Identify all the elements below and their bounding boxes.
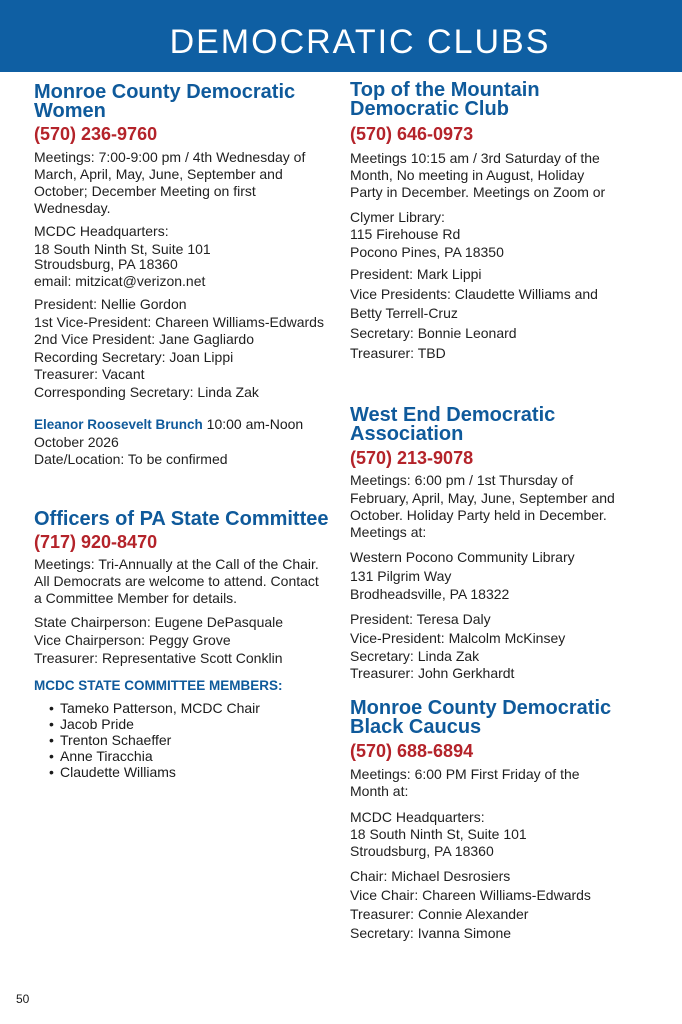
address-line: 115 Firehouse Rd [350,226,461,242]
officer-line: State Chairperson: Eugene DePasquale [34,614,284,630]
meetings-line: Wednesday. [34,200,111,216]
address-line: Clymer Library: [350,209,445,225]
list-item: • Tameko Patterson, MCDC Chair [34,700,260,716]
club-title-women-line1: Monroe County Democratic [34,81,296,103]
meetings-line: Month at: [350,783,409,799]
page-number: 50 [16,992,30,1006]
email-line: email: mitzicat@verizon.net [34,273,206,289]
club-title-women-line2: Women [34,100,106,122]
address-line: Stroudsburg, PA 18360 [34,256,178,272]
meetings-line: Month, No meeting in August, Holiday [350,167,585,183]
officer-line: Vice Chair: Chareen Williams-Edwards [350,887,591,903]
list-item: • Jacob Pride [34,716,260,732]
meetings-line: Meetings: 6:00 pm / 1st Thursday of [350,472,574,488]
club-title-mountain-line2: Democratic Club [350,98,509,120]
meetings-line: Meetings: 6:00 PM First Friday of the [350,766,580,782]
club-title-mountain-line1: Top of the Mountain [350,79,540,101]
address-line: Stroudsburg, PA 18360 [350,843,494,859]
meetings-line: All Democrats are welcome to attend. Contact [34,573,319,589]
brunch-time: 10:00 am-Noon [202,416,304,432]
meetings-line: March, April, May, June, September and [34,166,283,182]
officer-line: Treasurer: TBD [350,345,446,361]
club-phone-mountain: (570) 646-0973 [350,124,474,144]
officer-line: Secretary: Ivanna Simone [350,925,512,941]
address-line: 131 Pilgrim Way [350,568,452,584]
brunch-line [34,416,303,434]
meetings-line: October. Holiday Party held in December. [350,507,607,523]
address-line: MCDC Headquarters: [34,223,169,239]
club-title-caucus-line2: Black Caucus [350,716,482,738]
list-item: • Anne Tiracchia [34,748,260,764]
officer-line: Betty Terrell-Cruz [350,305,458,321]
address-line: MCDC Headquarters: [350,809,485,825]
address-line: 18 South Ninth St, Suite 101 [350,826,527,842]
meetings-line: October; December Meeting on first [34,183,256,199]
club-title-westend-line1: West End Democratic [350,404,556,426]
state-committee-phone: (717) 920-8470 [34,532,158,552]
club-phone-caucus: (570) 688-6894 [350,741,474,761]
club-phone-women: (570) 236-9760 [34,124,158,144]
officer-line: 1st Vice-President: Chareen Williams-Edwards [34,314,324,330]
brunch-location: Date/Location: To be confirmed [34,451,228,467]
club-title-caucus-line1: Monroe County Democratic [350,697,612,719]
officer-line: 2nd Vice President: Jane Gagliardo [34,331,254,347]
meetings-line: Party in December. Meetings on Zoom or [350,184,606,200]
address-line: Brodheadsville, PA 18322 [350,586,510,602]
officer-line: Vice Presidents: Claudette Williams and [350,286,598,302]
officer-line: Chair: Michael Desrosiers [350,868,511,884]
officer-line: Secretary: Linda Zak [350,648,480,664]
officer-line: Recording Secretary: Joan Lippi [34,349,234,365]
meetings-line: Meetings: Tri-Annually at the Call of the Chair. [34,556,319,572]
officer-line: Treasurer: Vacant [34,366,145,382]
officer-line: President: Mark Lippi [350,266,482,282]
club-phone-westend: (570) 213-9078 [350,448,474,468]
address-line: 18 South Ninth St, Suite 101 [34,241,211,257]
meetings-line: February, April, May, June, September and [350,490,615,506]
list-item: • Claudette Williams [34,764,260,780]
page-title: DEMOCRATIC CLUBS [169,23,551,61]
officer-line: Corresponding Secretary: Linda Zak [34,384,259,400]
brunch-label: Eleanor Roosevelt Brunch [34,417,203,432]
address-line: Western Pocono Community Library [350,549,575,565]
officer-line: Vice Chairperson: Peggy Grove [34,632,231,648]
officer-line: Treasurer: Connie Alexander [350,906,529,922]
officer-line: Secretary: Bonnie Leonard [350,325,517,341]
header-banner [0,0,682,72]
address-line: Pocono Pines, PA 18350 [350,244,504,260]
officer-line: Vice-President: Malcolm McKinsey [350,630,566,646]
meetings-line: Meetings 10:15 am / 3rd Saturday of the [350,150,600,166]
brunch-date: October 2026 [34,434,119,450]
club-title-westend-line2: Association [350,423,464,445]
members-list [34,700,260,780]
officer-line: Treasurer: John Gerkhardt [350,665,515,681]
section-title-state-committee: Officers of PA State Committee [34,508,329,530]
officer-line: President: Teresa Daly [350,611,491,627]
officer-line: President: Nellie Gordon [34,296,187,312]
meetings-line: a Committee Member for details. [34,590,238,606]
list-item: • Trenton Schaeffer [34,732,260,748]
members-heading: MCDC STATE COMMITTEE MEMBERS: [34,678,283,693]
meetings-line: Meetings at: [350,524,427,540]
meetings-line: Meetings: 7:00-9:00 pm / 4th Wednesday of [34,149,306,165]
officer-line: Treasurer: Representative Scott Conklin [34,650,283,666]
